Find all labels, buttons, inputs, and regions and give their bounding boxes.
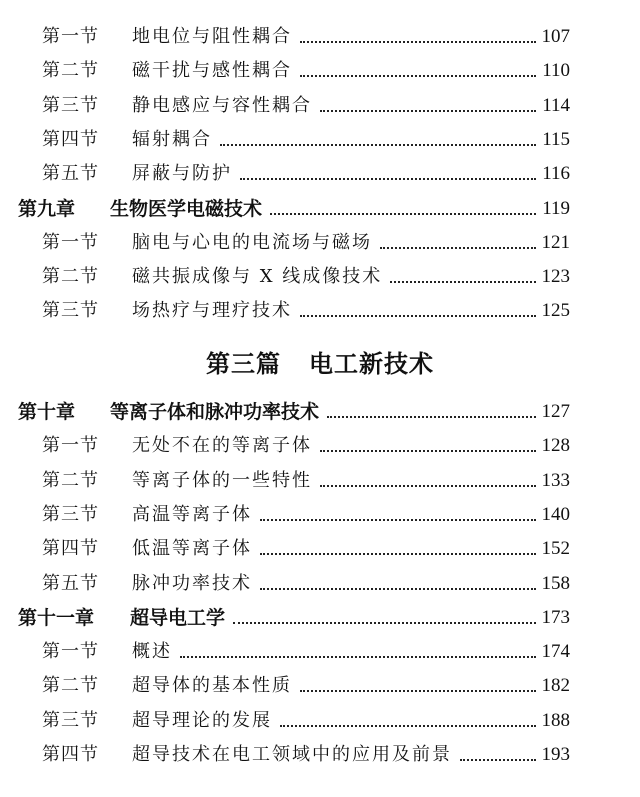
section-number: 第三节	[42, 94, 99, 116]
toc-section-row[interactable]	[0, 567, 640, 601]
toc-section-row[interactable]	[0, 20, 640, 54]
section-title: 静电感应与容性耦合	[132, 94, 312, 116]
dot-leader	[320, 450, 536, 452]
page-number: 140	[541, 503, 570, 525]
section-number: 第二节	[42, 266, 99, 288]
page-number: 127	[541, 401, 570, 422]
toc-section-row[interactable]	[0, 226, 640, 260]
page-number: 152	[541, 538, 570, 560]
dot-leader	[300, 75, 536, 77]
page-number: 193	[541, 744, 570, 765]
dot-leader	[390, 281, 536, 283]
page-number: 128	[541, 435, 570, 457]
page-number: 119	[542, 197, 570, 219]
dot-leader	[233, 622, 536, 624]
section-number: 第一节	[42, 231, 99, 253]
section-title: 磁共振成像与 X 线成像技术	[132, 266, 383, 288]
dot-leader	[300, 315, 536, 317]
toc-section-row[interactable]	[0, 498, 640, 532]
section-title: 高温等离子体	[132, 503, 252, 525]
dot-leader	[240, 178, 536, 180]
section-number: 第二节	[42, 469, 99, 491]
toc-section-row[interactable]	[0, 669, 640, 703]
chapter-title: 等离子体和脉冲功率技术	[110, 401, 320, 423]
chapter-title: 超导电工学	[130, 606, 226, 629]
page-number: 107	[541, 26, 570, 47]
dot-leader	[280, 725, 536, 727]
section-number: 第三节	[42, 300, 99, 322]
toc-chapter-row[interactable]	[0, 395, 640, 429]
toc-chapter-row[interactable]	[0, 192, 640, 226]
section-number: 第二节	[42, 675, 99, 697]
section-number: 第五节	[42, 572, 99, 594]
toc-section-row[interactable]	[0, 294, 640, 328]
part-number: 第三篇	[206, 350, 281, 378]
section-title: 超导技术在电工领域中的应用及前景	[132, 744, 452, 765]
section-title: 磁干扰与感性耦合	[132, 60, 292, 82]
section-title: 无处不在的等离子体	[132, 435, 312, 457]
section-number: 第一节	[42, 435, 99, 457]
section-number: 第一节	[42, 641, 99, 663]
page-number: 173	[541, 606, 570, 628]
dot-leader	[180, 656, 536, 658]
toc-section-row[interactable]	[0, 123, 640, 157]
toc-section-row[interactable]	[0, 738, 640, 772]
chapter-number: 第十一章	[18, 606, 95, 629]
dot-leader	[260, 519, 536, 521]
page-number: 114	[542, 94, 570, 116]
toc-section-row[interactable]	[0, 532, 640, 566]
page-number: 174	[541, 641, 570, 663]
section-title: 超导理论的发展	[132, 709, 272, 731]
toc-section-row[interactable]	[0, 464, 640, 498]
section-title: 脑电与心电的电流场与磁场	[132, 231, 372, 253]
toc-section-row[interactable]	[0, 157, 640, 191]
part-title: 电工新技术	[309, 350, 434, 378]
page-number: 121	[541, 231, 570, 253]
toc-section-row[interactable]	[0, 54, 640, 88]
section-title: 概述	[132, 641, 172, 663]
page-number: 182	[541, 675, 570, 697]
dot-leader	[320, 110, 536, 112]
section-number: 第二节	[42, 60, 99, 82]
dot-leader	[220, 144, 536, 146]
page-number: 188	[541, 709, 570, 731]
section-number: 第三节	[42, 709, 99, 731]
section-title: 等离子体的一些特性	[132, 469, 312, 491]
page-number: 115	[542, 128, 570, 150]
toc-section-row[interactable]	[0, 635, 640, 669]
section-number: 第四节	[42, 128, 99, 150]
page-number: 116	[542, 163, 570, 185]
toc-chapter-row[interactable]	[0, 601, 640, 635]
chapter-number: 第十章	[18, 401, 76, 423]
page-number: 133	[541, 469, 570, 491]
dot-leader	[327, 416, 536, 418]
page-number: 158	[541, 572, 570, 594]
section-title: 场热疗与理疗技术	[132, 300, 292, 322]
dot-leader	[460, 759, 536, 761]
chapter-number: 第九章	[18, 197, 76, 220]
section-title: 低温等离子体	[132, 538, 252, 560]
page-number: 123	[541, 266, 570, 288]
section-title: 屏蔽与防护	[132, 163, 232, 185]
part-heading	[0, 342, 640, 386]
page-number: 125	[541, 300, 570, 322]
toc-section-row[interactable]	[0, 429, 640, 463]
dot-leader	[320, 485, 536, 487]
section-number: 第一节	[42, 26, 99, 47]
section-title: 脉冲功率技术	[132, 572, 252, 594]
dot-leader	[380, 247, 536, 249]
section-number: 第四节	[42, 744, 99, 765]
dot-leader	[300, 690, 536, 692]
toc-section-row[interactable]	[0, 260, 640, 294]
dot-leader	[260, 588, 536, 590]
section-title: 超导体的基本性质	[132, 675, 292, 697]
dot-leader	[270, 213, 536, 215]
section-number: 第三节	[42, 503, 99, 525]
toc-section-row[interactable]	[0, 89, 640, 123]
page-number: 110	[542, 60, 570, 82]
section-number: 第四节	[42, 538, 99, 560]
dot-leader	[300, 41, 536, 43]
section-number: 第五节	[42, 163, 99, 185]
toc-section-row[interactable]	[0, 704, 640, 738]
dot-leader	[260, 553, 536, 555]
chapter-title: 生物医学电磁技术	[110, 197, 263, 220]
section-title: 辐射耦合	[132, 128, 212, 150]
section-title: 地电位与阻性耦合	[132, 26, 292, 47]
